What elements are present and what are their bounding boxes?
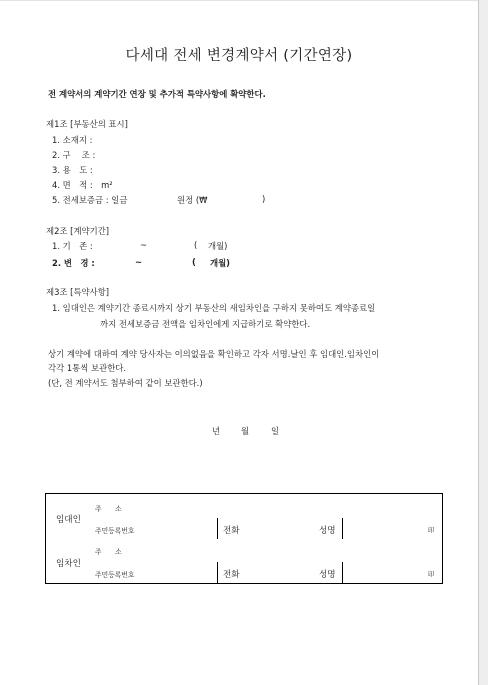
lessor-divider-left	[217, 518, 218, 539]
article1-usage-label: 3. 용 도 :	[52, 165, 93, 175]
article3-heading: 제3조 [특약사항]	[46, 287, 110, 297]
lessor-role: 임대인	[56, 515, 81, 525]
lessee-address-label: 주 소	[95, 548, 122, 556]
date-month-label: 월	[241, 426, 250, 436]
lessor-divider-right	[342, 518, 343, 539]
lessor-seal-mark: 印	[428, 526, 435, 534]
lessor-phone-label: 전화	[223, 526, 240, 536]
lessee-divider-right	[342, 562, 343, 583]
lessor-address-label: 주 소	[95, 505, 122, 513]
article2-existing-open: (	[194, 240, 198, 250]
intro-statement: 전 계약서의 계약기간 연장 및 추가적 특약사항에 확약한다.	[48, 89, 266, 99]
article1-address-label: 1. 소재지 :	[52, 135, 93, 145]
closing-line2: 각각 1통씩 보관한다.	[48, 363, 127, 373]
article1-structure-label: 2. 구 조 :	[52, 150, 96, 160]
date-day-label: 일	[271, 426, 280, 436]
lessee-seal-mark: 印	[428, 570, 435, 578]
article2-changed-open: (	[192, 257, 196, 267]
article3-clause-line1: 1. 임대인은 계약기간 종료시까지 상기 부동산의 새임차인을 구하지 못하여도 계약종료일	[52, 303, 376, 313]
signature-table	[45, 493, 443, 584]
article3-clause-line2: 까지 전세보증금 전액을 임차인에게 지급하기로 확약한다.	[100, 319, 311, 329]
article1-deposit-close: )	[262, 194, 266, 204]
page-right-strip	[479, 0, 488, 685]
article1-deposit-won: 원정 (₩	[177, 195, 208, 205]
lessee-name-label: 성명	[319, 570, 336, 580]
lessor-id-label: 주민등록번호	[95, 527, 135, 535]
page-top-edge	[0, 0, 478, 1]
article2-changed-label: 2. 변 경 :	[52, 258, 95, 268]
article2-existing-months: 개월)	[208, 241, 228, 251]
lessee-id-label: 주민등록번호	[95, 571, 135, 579]
closing-line1: 상기 계약에 대하여 계약 당사자는 이의없음을 확인하고 각자 서명.날인 후 임대인.임차인이	[48, 349, 380, 359]
lessor-name-label: 성명	[319, 526, 336, 536]
article1-deposit-label: 5. 전세보증금 : 일금	[52, 195, 128, 205]
article2-changed-months: 개월)	[210, 258, 231, 268]
closing-line3: (단, 전 계약서도 첨부하여 같이 보관한다.)	[48, 378, 203, 388]
article2-existing-tilde: ~	[140, 240, 148, 250]
article2-changed-tilde: ~	[135, 257, 143, 267]
lessee-phone-label: 전화	[223, 570, 240, 580]
lessee-divider-left	[217, 562, 218, 583]
article1-heading: 제1조 [부동산의 표시]	[46, 119, 128, 129]
article2-existing-label: 1. 기 존 :	[52, 241, 93, 251]
lessee-role: 임차인	[56, 559, 81, 569]
article1-area-label: 4. 면 적 : m²	[52, 180, 113, 190]
date-year-label: 년	[212, 426, 221, 436]
article2-heading: 제2조 [계약기간]	[46, 226, 110, 236]
document-title: 다세대 전세 변경계약서 (기간연장)	[125, 48, 353, 64]
